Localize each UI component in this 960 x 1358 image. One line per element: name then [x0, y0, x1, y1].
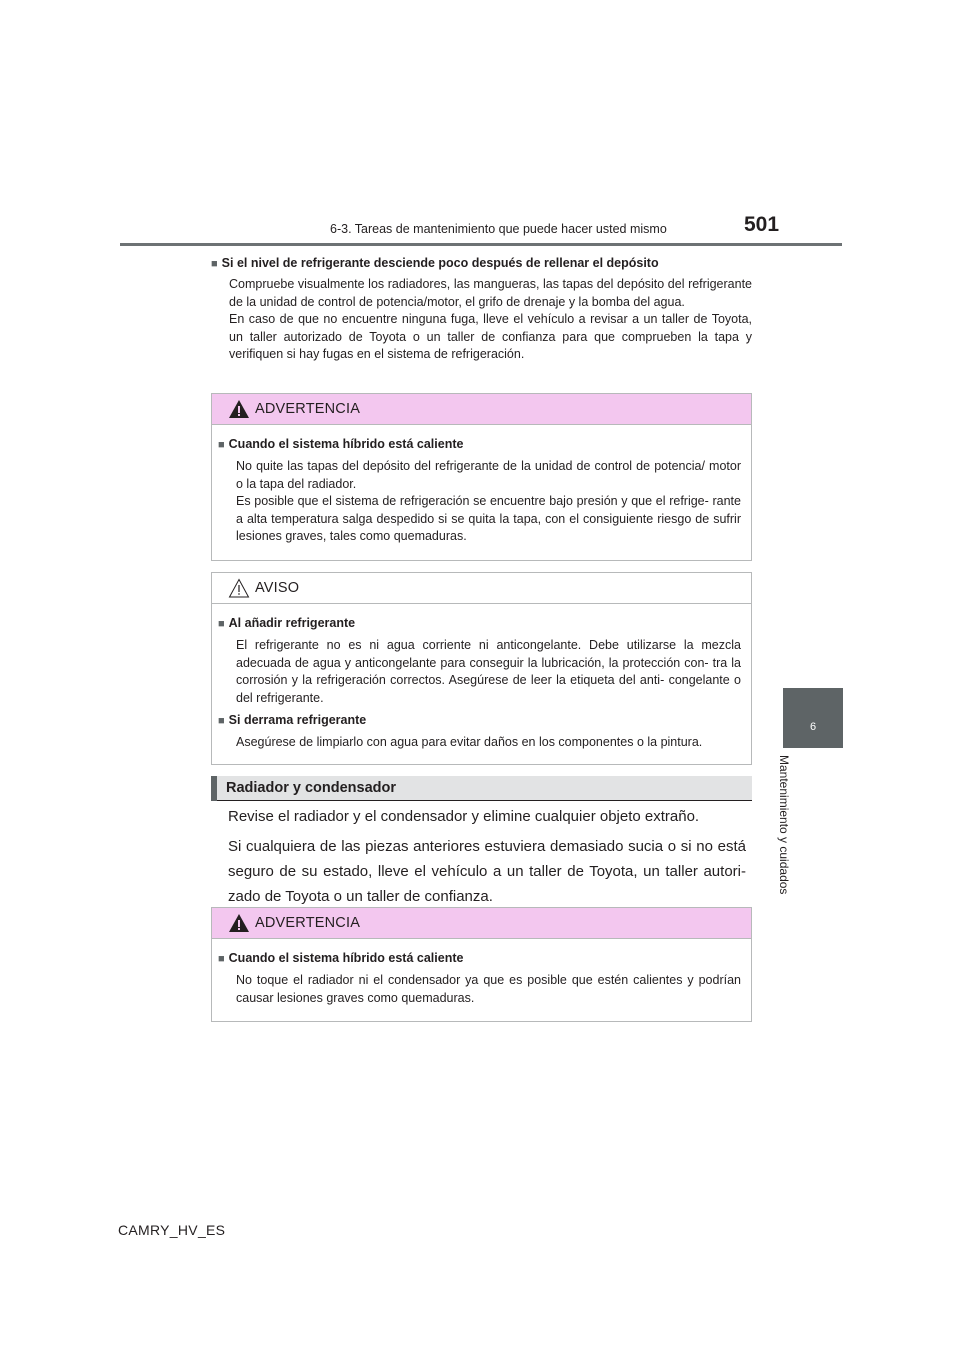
- chapter-number: 6: [809, 721, 817, 733]
- warning-box-1: [211, 393, 752, 561]
- notice-box-body: [212, 604, 751, 767]
- notice-heading-1: [218, 615, 741, 633]
- header-section-title: 6-3. Tareas de mantenimiento que puede hacer usted mismo: [330, 222, 667, 236]
- warning-box-1-header: [212, 394, 751, 425]
- notice-paragraph-2: Asegúrese de limpiarlo con agua para evitar daños en los componentes o la pintura.: [236, 735, 703, 749]
- warning-box-2-body: [212, 939, 751, 1022]
- notice-paragraph-1: El refrigerante no es ni agua corriente ni anticongelante. Debe utilizarse la mezcla adecuada de agua y anticongelante para conseguir la lubricación, la protección con- tra la corrosión y la refrigeración correctos. Asegúrese de leer la etiqueta del anti- congelante o del refrigerante.: [236, 638, 741, 705]
- notice-heading-2: [218, 712, 741, 730]
- warning-box-2-label: ADVERTENCIA: [255, 915, 361, 931]
- warning-triangle-icon: [228, 913, 250, 933]
- warning-box-2-header: [212, 908, 751, 939]
- chapter-tab: [783, 688, 843, 748]
- bullet-square: ■: [218, 715, 225, 727]
- warning-box-1-heading: [218, 436, 741, 454]
- intro-heading: [211, 255, 752, 273]
- footer-model-code: CAMRY_HV_ES: [118, 1222, 226, 1238]
- notice-box-header: [212, 573, 751, 604]
- bullet-square: ■: [218, 439, 225, 451]
- caution-triangle-icon: [228, 578, 250, 598]
- intro-heading-text: Si el nivel de refrigerante desciende poco después de rellenar el depósito: [221, 256, 659, 270]
- section-heading-bar: [211, 776, 752, 801]
- chapter-label-wrap: [777, 755, 813, 910]
- notice-heading-1-text: Al añadir refrigerante: [228, 616, 356, 630]
- notice-box-label: AVISO: [255, 580, 300, 596]
- section-heading-accent: [211, 776, 217, 801]
- warning-box-2-paragraph-1: No toque el radiador ni el condensador ya que es posible que estén calientes y podrían causar lesiones graves como quemaduras.: [236, 973, 741, 1005]
- warning-box-2-heading: [218, 950, 741, 968]
- chapter-label: Mantenimiento y cuidados: [777, 755, 791, 895]
- notice-box: [211, 572, 752, 765]
- notice-heading-2-text: Si derrama refrigerante: [228, 713, 367, 727]
- warning-box-2: [211, 907, 752, 1022]
- intro-paragraph-2: En caso de que no encuentre ninguna fuga, lleve el vehículo a revisar a un taller de Toyota, un taller autorizado de Toyota o un taller de confianza para que comprueben la tapa y verifiquen si hay fugas en el sistema de refrigeración.: [229, 312, 752, 361]
- warning-box-1-heading-text: Cuando el sistema híbrido está caliente: [228, 437, 464, 451]
- section-heading-title: Radiador y condensador: [226, 780, 397, 796]
- header-rule: [120, 243, 842, 246]
- warning-box-1-paragraph-2: Es posible que el sistema de refrigeración se encuentre bajo presión y que el refrige- rante a alta temperatura salga despedido si se quita la tapa, con el consiguiente riesgo de sufrir lesiones graves, tales como quemaduras.: [236, 494, 741, 543]
- bullet-square: ■: [218, 618, 225, 630]
- warning-box-1-label: ADVERTENCIA: [255, 401, 361, 417]
- warning-box-1-body: [212, 425, 751, 561]
- bullet-square: ■: [218, 953, 225, 965]
- warning-box-2-heading-text: Cuando el sistema híbrido está caliente: [228, 951, 464, 965]
- warning-box-1-paragraph-1: No quite las tapas del depósito del refrigerante de la unidad de control de potencia/ motor o la tapa del radiador.: [236, 459, 741, 491]
- bullet-square: ■: [211, 258, 218, 270]
- warning-triangle-icon: [228, 399, 250, 419]
- intro-paragraph-1: Compruebe visualmente los radiadores, las mangueras, las tapas del depósito del refrigerante de la unidad de control de potencia/motor, el grifo de drenaje y la bomba del agua.: [229, 277, 752, 309]
- intro-block: [211, 255, 752, 364]
- page-number: 501: [744, 213, 780, 236]
- section-paragraph-1: Revise el radiador y el condensador y elimine cualquier objeto extraño.: [228, 808, 700, 825]
- section-paragraph-2: Si cualquiera de las piezas anteriores estuviera demasiado sucia o si no está seguro de su estado, lleve el vehículo a un taller de Toyota, un taller autori- zado de Toyota o un taller de confianza.: [228, 838, 746, 905]
